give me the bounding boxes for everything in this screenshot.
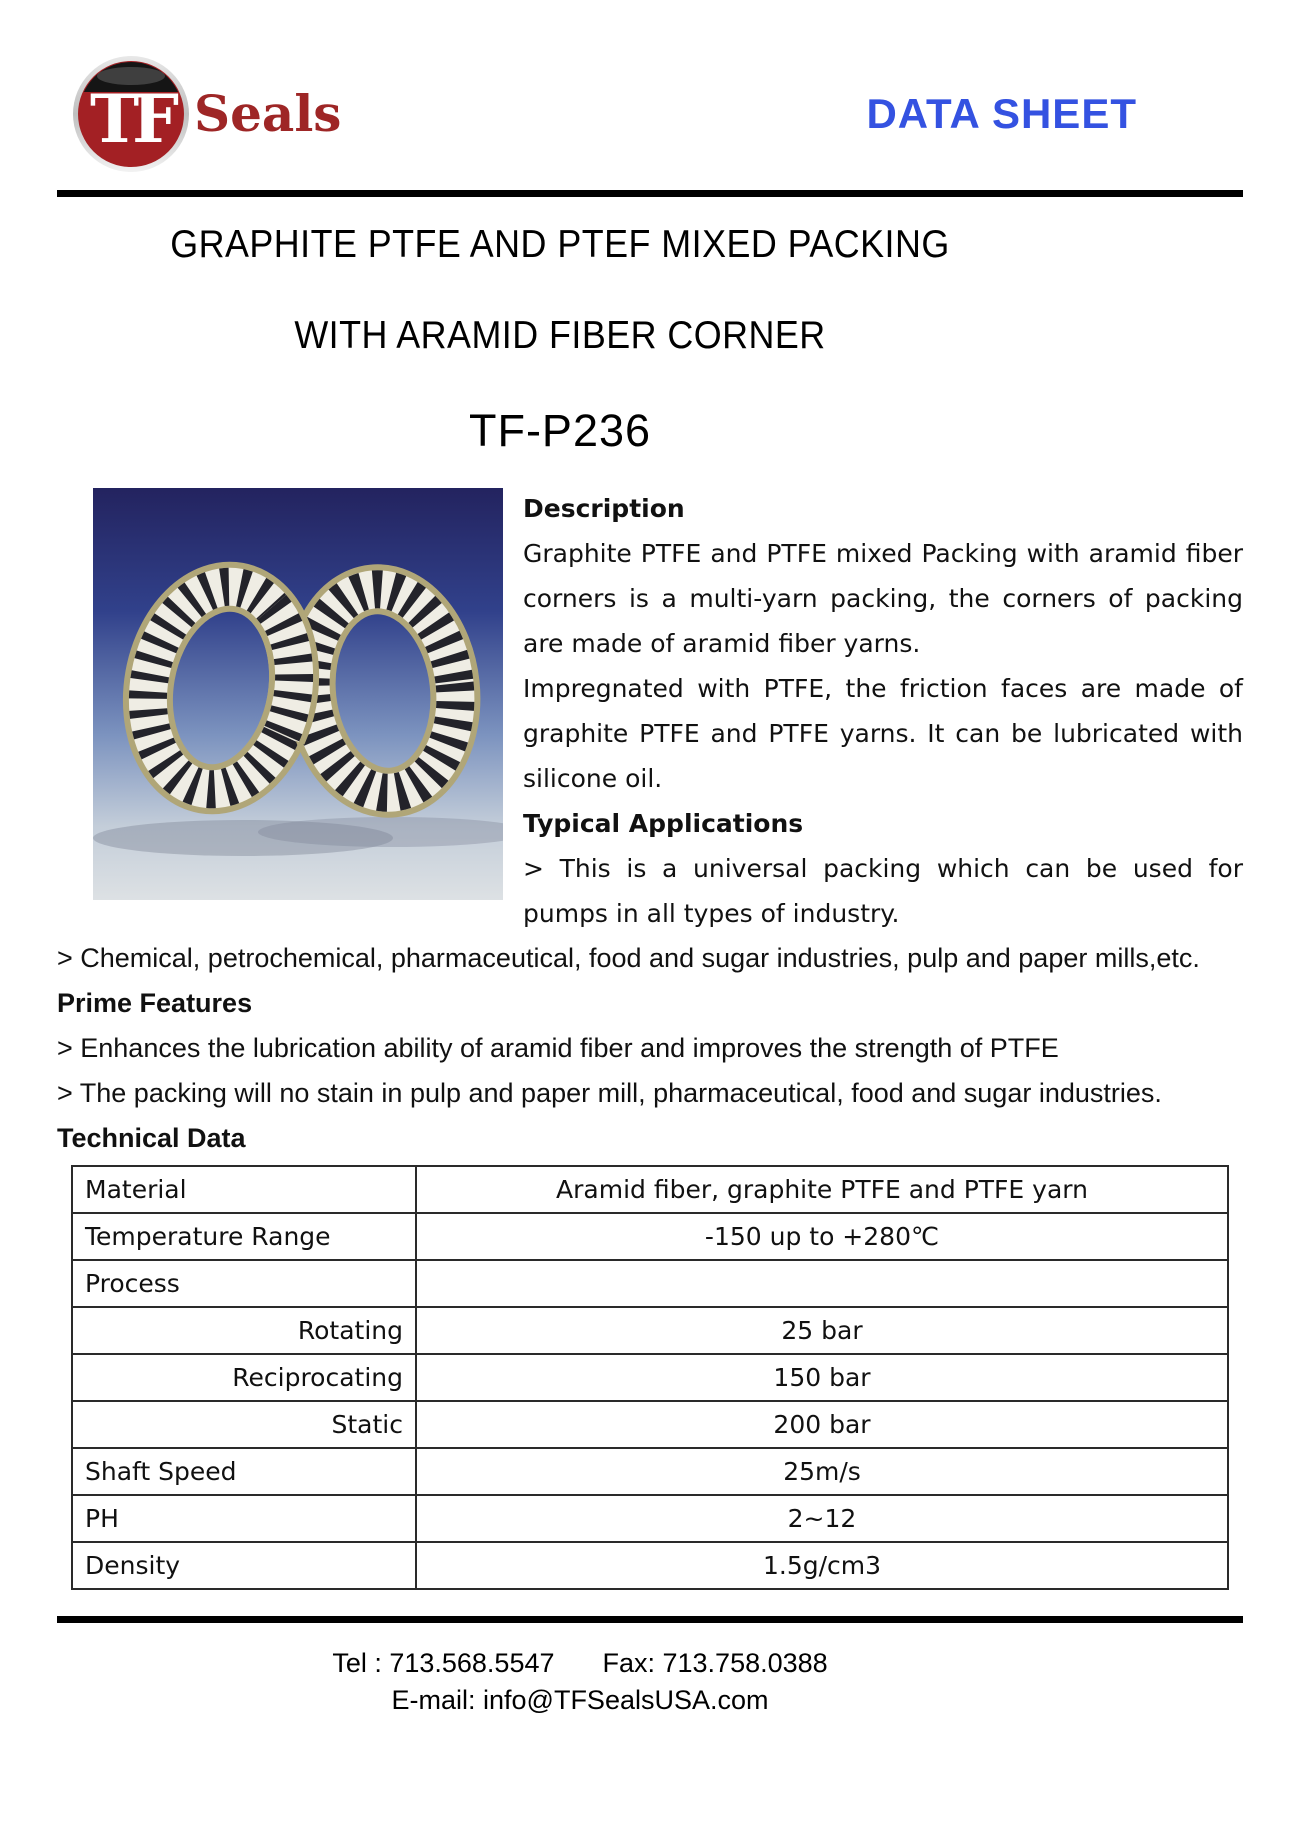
header	[57, 0, 1243, 174]
footer-tel: Tel : 713.568.5547	[332, 1648, 555, 1678]
table-row	[72, 1401, 1228, 1448]
datasheet-label: DATA SHEET	[866, 90, 1137, 137]
row-label: PH	[72, 1495, 416, 1542]
applications-item-2: > Chemical, petrochemical, pharmaceutical, food and sugar industries, pulp and paper mills,etc.	[57, 943, 1200, 973]
company-logo	[71, 54, 341, 174]
row-label: Temperature Range	[72, 1213, 416, 1260]
applications-item-1: > This is a universal packing which can be used for pumps in all types of industry.	[523, 854, 1243, 928]
footer-fax: Fax: 713.758.0388	[602, 1648, 828, 1678]
product-title-line2: WITH ARAMID FIBER CORNER	[294, 314, 826, 357]
technical-data-table	[71, 1165, 1229, 1590]
table-row	[72, 1307, 1228, 1354]
row-value: 2~12	[416, 1495, 1228, 1542]
technical-data-heading: Technical Data	[57, 1123, 246, 1153]
row-value: 25 bar	[416, 1307, 1228, 1354]
footer	[57, 1645, 1243, 1719]
description-heading: Description	[523, 494, 685, 523]
row-value: 25m/s	[416, 1448, 1228, 1495]
tf-logo-icon	[71, 54, 191, 174]
logo-tf-letters: TF	[90, 80, 172, 158]
content	[57, 486, 1243, 1590]
table-row	[72, 1448, 1228, 1495]
row-value: 200 bar	[416, 1401, 1228, 1448]
row-label: Material	[72, 1166, 416, 1213]
product-photo	[93, 488, 503, 900]
row-value: Aramid fiber, graphite PTFE and PTFE yarn	[416, 1166, 1228, 1213]
row-value: 150 bar	[416, 1354, 1228, 1401]
logo-seals-text: Seals	[194, 84, 342, 143]
table-row	[72, 1260, 1228, 1307]
features-heading: Prime Features	[57, 988, 253, 1018]
applications-heading: Typical Applications	[523, 809, 804, 838]
packing-rings-image	[93, 488, 503, 900]
footer-rule	[57, 1616, 1243, 1623]
description-paragraph-1: Graphite PTFE and PTFE mixed Packing with aramid fiber corners is a multi-yarn packing, the corners of packing are made of aramid fiber yarns.	[523, 539, 1243, 658]
footer-email: E-mail: info@TFSealsUSA.com	[391, 1685, 769, 1715]
row-value: -150 up to +280℃	[416, 1213, 1228, 1260]
product-title-line1: GRAPHITE PTFE AND PTEF MIXED PACKING	[170, 223, 950, 266]
footer-contact-line	[57, 1645, 1103, 1682]
row-label: Process	[72, 1260, 416, 1307]
table-row	[72, 1166, 1228, 1213]
row-label: Rotating	[72, 1307, 416, 1354]
row-label: Reciprocating	[72, 1354, 416, 1401]
table-row	[72, 1354, 1228, 1401]
row-label: Static	[72, 1401, 416, 1448]
model-number: TF-P236	[468, 405, 652, 456]
header-rule	[57, 190, 1243, 197]
title-block	[57, 223, 1243, 456]
table-row	[72, 1213, 1228, 1260]
row-value: 1.5g/cm3	[416, 1542, 1228, 1589]
table-row	[72, 1495, 1228, 1542]
table-row	[72, 1542, 1228, 1589]
row-value	[416, 1260, 1228, 1307]
features-item-2: > The packing will no stain in pulp and paper mill, pharmaceutical, food and sugar industries.	[57, 1078, 1162, 1108]
features-item-1: > Enhances the lubrication ability of aramid fiber and improves the strength of PTFE	[57, 1033, 1059, 1063]
description-paragraph-2: Impregnated with PTFE, the friction faces are made of graphite PTFE and PTFE yarns. It can be lubricated with silicone oil.	[523, 674, 1243, 793]
row-label: Density	[72, 1542, 416, 1589]
row-label: Shaft Speed	[72, 1448, 416, 1495]
